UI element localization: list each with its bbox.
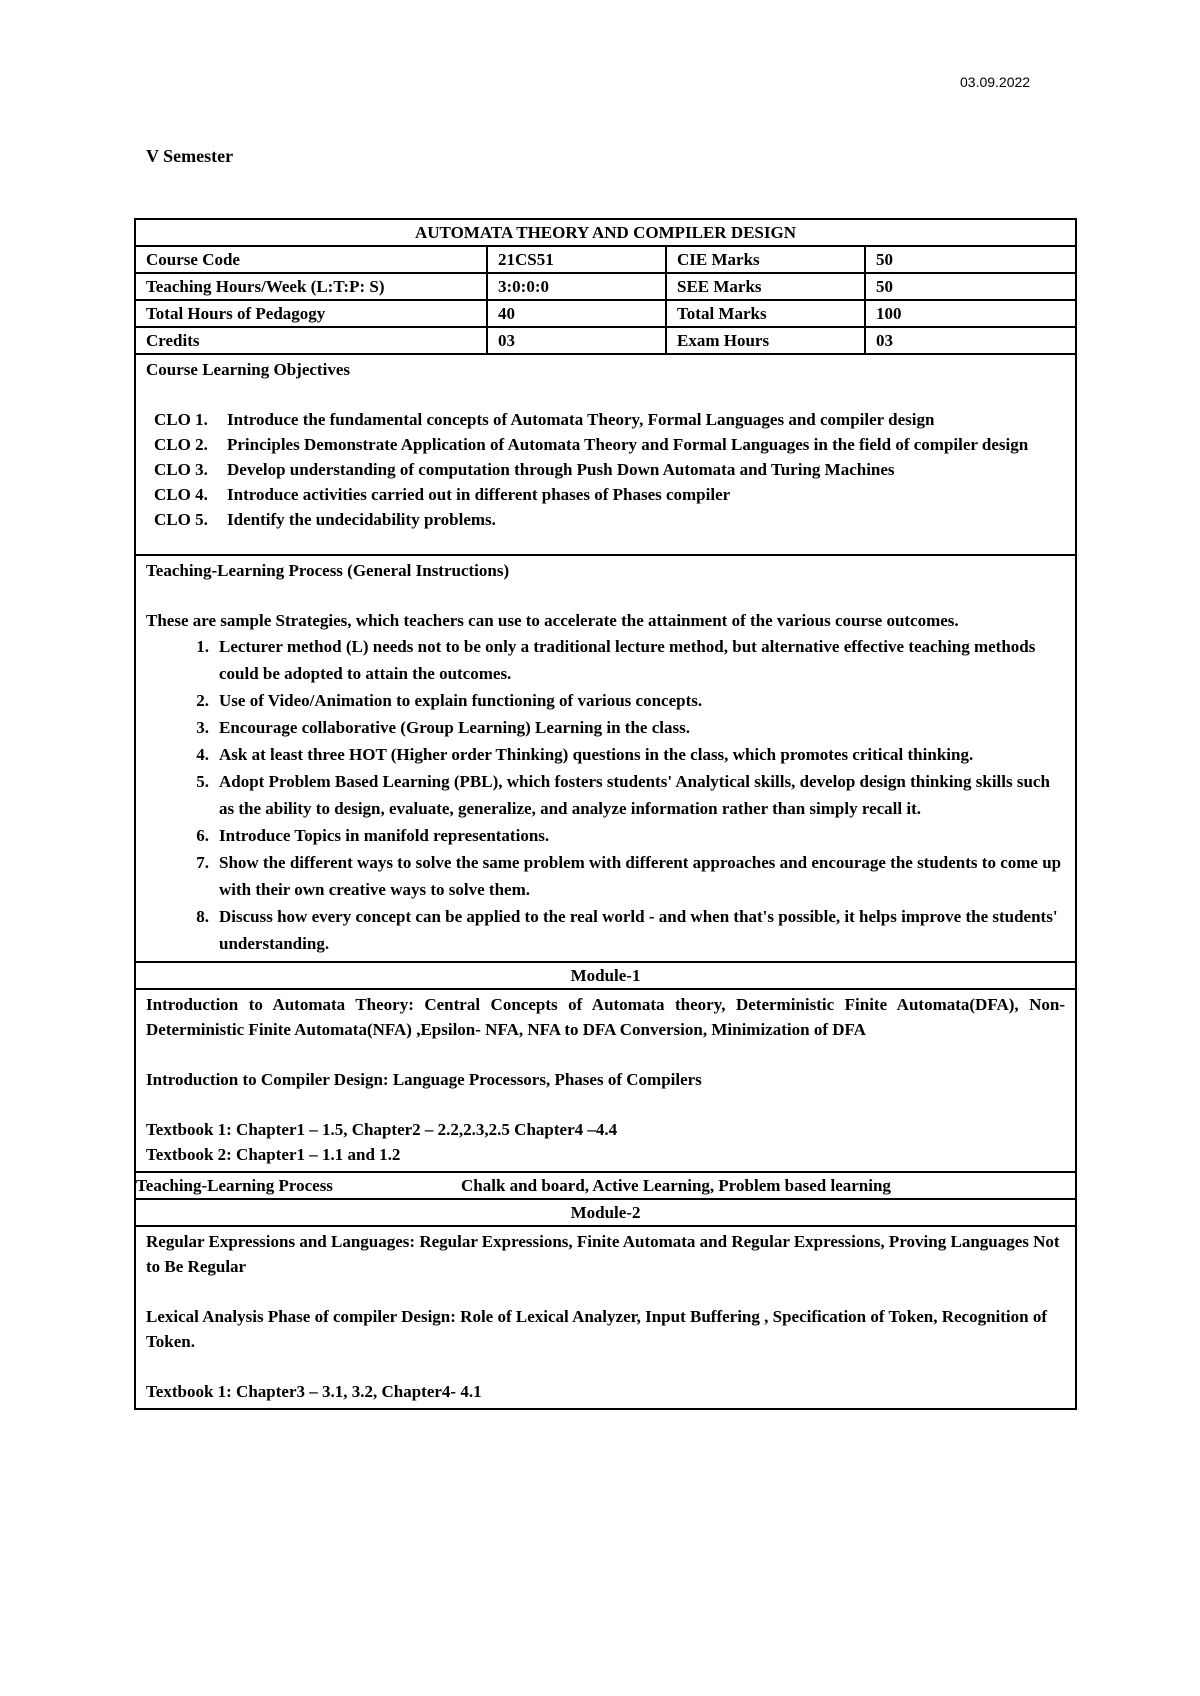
- tlp-intro: These are sample Strategies, which teachers can use to accelerate the attainment of the various course outcomes.: [146, 611, 959, 630]
- semester-heading: V Semester: [146, 146, 234, 166]
- module1-content: [135, 989, 1076, 1172]
- document-date: 03.09.2022: [960, 74, 1031, 90]
- course-title-row: [135, 219, 1076, 246]
- module1-tlp-label: Teaching-Learning Process: [136, 1176, 333, 1195]
- module1-tlp: [135, 1172, 1076, 1199]
- tlp-item-text: Show the different ways to solve the same problem with different approaches and encourage the students to come up with their own creative ways to solve them.: [219, 853, 1062, 899]
- course-info-row: [135, 327, 1076, 354]
- tlp-item-number: 7.: [196, 853, 209, 872]
- tlp-item: [146, 903, 1065, 957]
- module1-para2: Introduction to Compiler Design: Language Processors, Phases of Compilers: [146, 1070, 702, 1089]
- module2-content-row: [135, 1226, 1076, 1409]
- course-info-row: [135, 246, 1076, 273]
- module2-title: Module-2: [135, 1199, 1076, 1226]
- tlp-item-text: Adopt Problem Based Learning (PBL), which fosters students' Analytical skills, develop design thinking skills such as the ability to design, evaluate, generalize, and analyze information rather than simply recall it.: [219, 772, 1050, 818]
- module2-textbook1: Textbook 1: Chapter3 – 3.1, 3.2, Chapter4- 4.1: [146, 1382, 482, 1401]
- module1-tlp-table: [136, 1173, 1075, 1198]
- tlp-item-text: Ask at least three HOT (Higher order Thinking) questions in the class, which promotes critical thinking.: [219, 745, 974, 764]
- course-info-label: Exam Hours: [666, 327, 865, 354]
- tlp-item: [146, 849, 1065, 903]
- tlp-item-text: Discuss how every concept can be applied to the real world - and when that's possible, it helps improve the students' understanding.: [219, 907, 1058, 953]
- tlp-row: [135, 555, 1076, 962]
- clo-item: [146, 507, 1065, 532]
- tlp-list: [146, 633, 1065, 957]
- tlp-section: [135, 555, 1076, 962]
- module1-tlp-value: Chalk and board, Active Learning, Problem based learning: [461, 1176, 891, 1195]
- tlp-item-number: 2.: [196, 691, 209, 710]
- tlp-item: [146, 741, 1065, 768]
- tlp-item-number: 4.: [196, 745, 209, 764]
- module1-para1: Introduction to Automata Theory: Central Concepts of Automata theory, Deterministic Finite Automata(DFA), Non- Deterministic Finite Automata(NFA) ,Epsilon- NFA, NFA to DFA Conversion, Minimization of DFA: [146, 995, 1066, 1039]
- tlp-heading: Teaching-Learning Process (General Instructions): [146, 561, 510, 580]
- clo-text: Introduce the fundamental concepts of Automata Theory, Formal Languages and compiler design: [227, 410, 935, 429]
- course-info-value: 40: [487, 300, 666, 327]
- course-info-row: [135, 300, 1076, 327]
- course-info-value: 03: [865, 327, 1076, 354]
- course-info-value: 100: [865, 300, 1076, 327]
- tlp-item: [146, 633, 1065, 687]
- course-info-value: 3:0:0:0: [487, 273, 666, 300]
- clo-item: [146, 482, 1065, 507]
- module2-title-row: [135, 1199, 1076, 1226]
- tlp-item: [146, 714, 1065, 741]
- course-info-label: Total Marks: [666, 300, 865, 327]
- clo-label: CLO 2.: [154, 435, 208, 454]
- objectives-heading: Course Learning Objectives: [146, 360, 350, 379]
- clo-list: [146, 407, 1065, 532]
- clo-text: Principles Demonstrate Application of Automata Theory and Formal Languages in the field of compiler design: [227, 435, 1029, 454]
- clo-item: [146, 407, 1065, 432]
- clo-item: [146, 457, 1065, 482]
- tlp-item-text: Use of Video/Animation to explain functioning of various concepts.: [219, 691, 703, 710]
- module2-content: [135, 1226, 1076, 1409]
- tlp-item-text: Encourage collaborative (Group Learning) Learning in the class.: [219, 718, 690, 737]
- course-info-label: Total Hours of Pedagogy: [135, 300, 487, 327]
- tlp-item: [146, 687, 1065, 714]
- course-info-value: 03: [487, 327, 666, 354]
- course-info-label: Credits: [135, 327, 487, 354]
- clo-label: CLO 5.: [154, 510, 208, 529]
- module1-textbook2: Textbook 2: Chapter1 – 1.1 and 1.2: [146, 1145, 401, 1164]
- module1-title-row: [135, 962, 1076, 989]
- module1-content-row: [135, 989, 1076, 1172]
- tlp-item-text: Introduce Topics in manifold representations.: [219, 826, 550, 845]
- objectives-row: [135, 354, 1076, 555]
- clo-text: Develop understanding of computation through Push Down Automata and Turing Machines: [227, 460, 895, 479]
- module1-tlp-row: [135, 1172, 1076, 1199]
- tlp-item-number: 8.: [196, 907, 209, 926]
- course-info-label: Teaching Hours/Week (L:T:P: S): [135, 273, 487, 300]
- tlp-item-number: 3.: [196, 718, 209, 737]
- tlp-item-text: Lecturer method (L) needs not to be only a traditional lecture method, but alternative effective teaching methods could be adopted to attain the outcomes.: [219, 637, 1036, 683]
- syllabus-table: [134, 218, 1077, 1410]
- course-title: AUTOMATA THEORY AND COMPILER DESIGN: [135, 219, 1076, 246]
- clo-label: CLO 1.: [154, 410, 208, 429]
- course-info-label: Course Code: [135, 246, 487, 273]
- course-info-value: 21CS51: [487, 246, 666, 273]
- course-info-value: 50: [865, 273, 1076, 300]
- course-info-label: CIE Marks: [666, 246, 865, 273]
- course-info-row: [135, 273, 1076, 300]
- clo-text: Identify the undecidability problems.: [227, 510, 496, 529]
- module1-title: Module-1: [135, 962, 1076, 989]
- clo-label: CLO 4.: [154, 485, 208, 504]
- tlp-item-number: 5.: [196, 772, 209, 791]
- course-info-label: SEE Marks: [666, 273, 865, 300]
- course-info-value: 50: [865, 246, 1076, 273]
- tlp-item-number: 1.: [196, 637, 209, 656]
- module1-textbook1: Textbook 1: Chapter1 – 1.5, Chapter2 – 2.2,2.3,2.5 Chapter4 –4.4: [146, 1120, 618, 1139]
- objectives-section: [135, 354, 1076, 555]
- module2-para1: Regular Expressions and Languages: Regular Expressions, Finite Automata and Regular Expressions, Proving Languages Not to Be Regular: [146, 1232, 1060, 1276]
- clo-item: [146, 432, 1065, 457]
- module2-para2: Lexical Analysis Phase of compiler Design: Role of Lexical Analyzer, Input Buffering , Specification of Token, Recognition of Token.: [146, 1307, 1047, 1351]
- clo-text: Introduce activities carried out in different phases of Phases compiler: [227, 485, 731, 504]
- clo-label: CLO 3.: [154, 460, 208, 479]
- tlp-item: [146, 822, 1065, 849]
- tlp-item: [146, 768, 1065, 822]
- tlp-item-number: 6.: [196, 826, 209, 845]
